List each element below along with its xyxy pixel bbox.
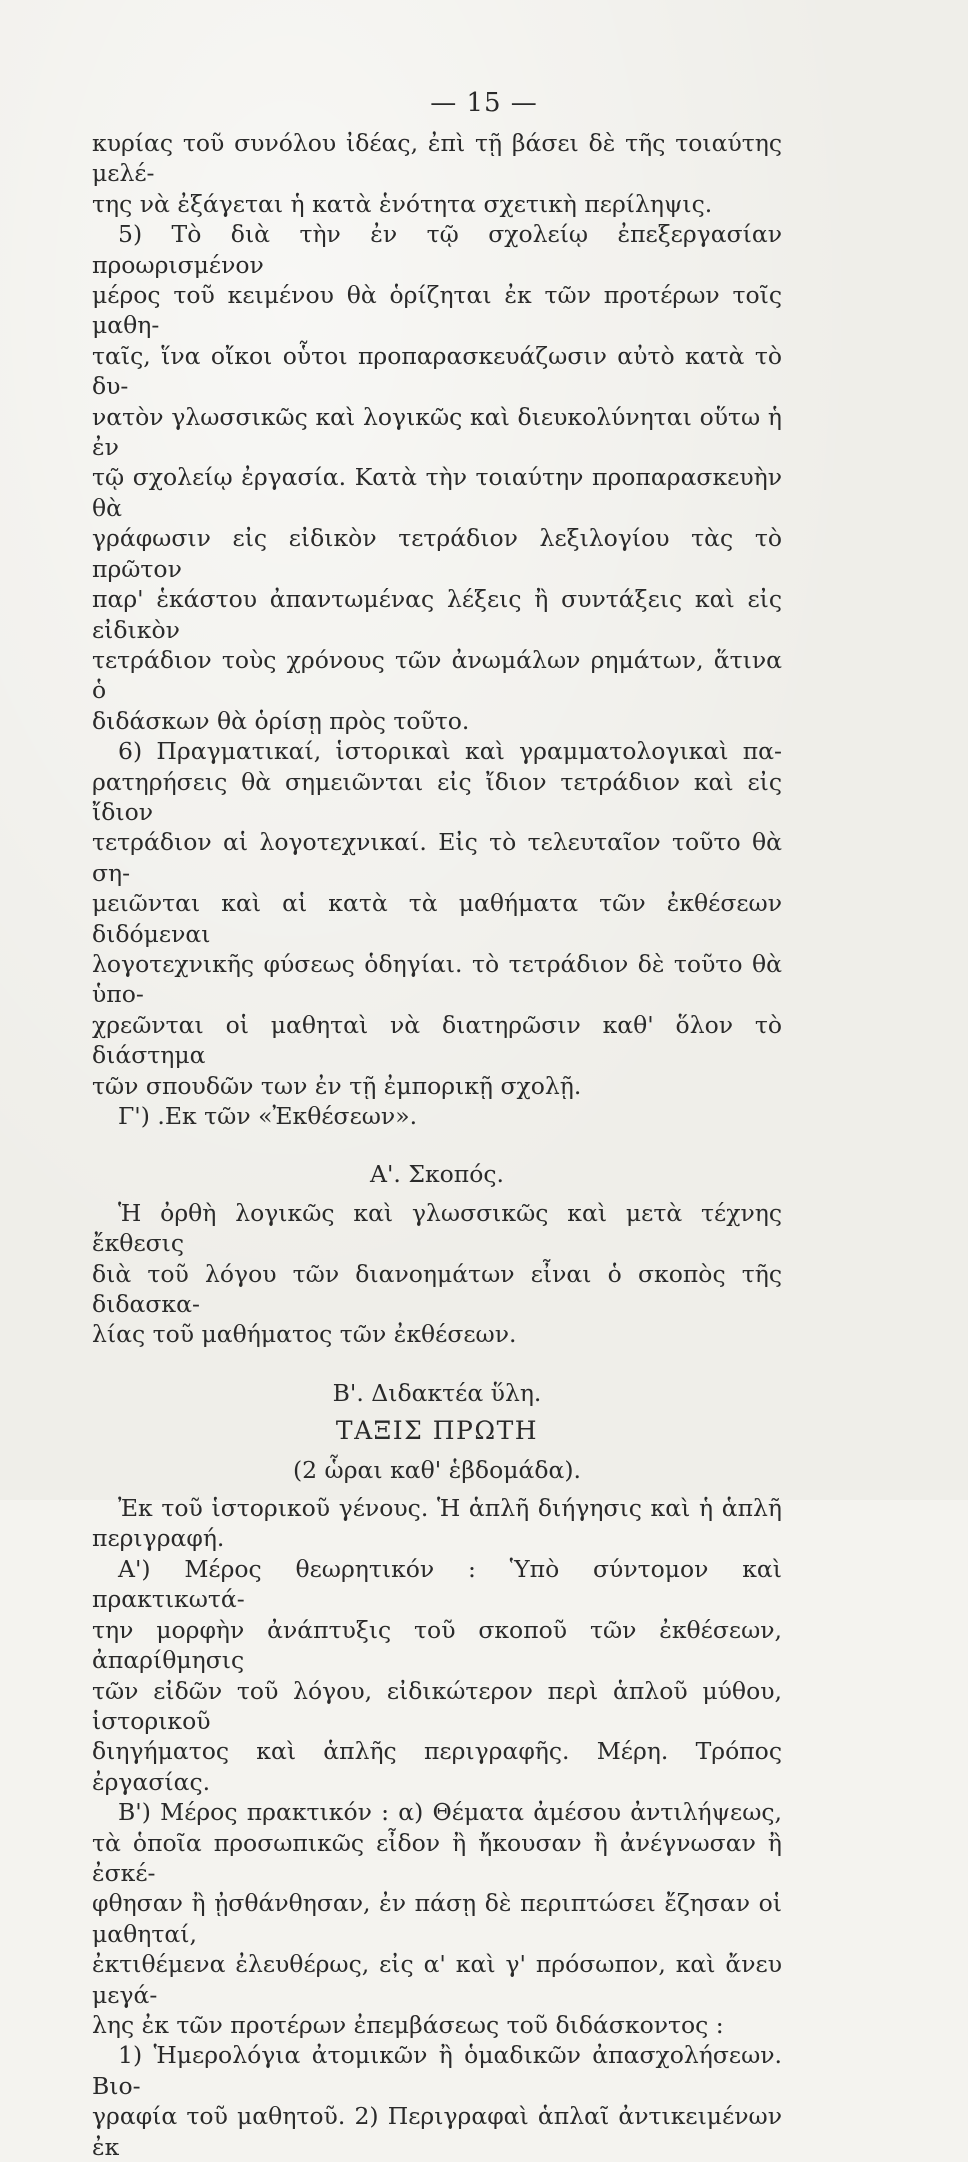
page-number: — 15 — [430,88,538,118]
text-line: την μορφὴν ἀνάπτυξις τοῦ σκοποῦ τῶν ἐκθέσεων, ἀπαρίθμησις [92,1615,782,1675]
text-line: 1) Ἡμερολόγια ἀτομικῶν ἢ ὁμαδικῶν ἀπασχολήσεων. Βιο- [92,2041,782,2100]
text-line: παρ' ἑκάστου ἀπαντωμένας λέξεις ἢ συντάξεις καὶ εἰς εἰδικὸν [92,585,782,644]
text-line: τετράδιον τοὺς χρόνους τῶν ἀνωμάλων ρημάτων, ἅτινα ὁ [92,645,782,705]
body-text [92,128,782,2162]
text-line: τετράδιον αἱ λογοτεχνικαί. Εἰς τὸ τελευταῖον τοῦτο θὰ ση- [92,828,782,887]
text-line: Ἡ ὀρθὴ λογικῶς καὶ γλωσσικῶς καὶ μετὰ τέχνης ἔκθεσις [92,1198,782,1258]
text-line: νατὸν γλωσσικῶς καὶ λογικῶς καὶ διευκολύνηται οὕτω ἡ ἐν [92,402,782,462]
text-line: μειῶνται καὶ αἱ κατὰ τὰ μαθήματα τῶν ἐκθέσεων διδόμεναι [92,889,782,948]
text-line: 5) Τὸ διὰ τὴν ἐν τῷ σχολείῳ ἐπεξεργασίαν πρoωρισμένον [92,220,782,279]
text-line: Α') Μέρος θεωρητικόν : Ὑπὸ σύντομον καὶ πρακτικωτά- [92,1554,782,1614]
text-line: ρατηρήσεις θὰ σημειῶνται εἰς ἴδιον τετράδιον καὶ εἰς ἴδιον [92,767,782,826]
text-line: τῶν σπουδῶν των ἐν τῇ ἐμπορικῇ σχολῇ. [92,1071,582,1100]
text-line: τῶν εἰδῶν τοῦ λόγου, εἰδικώτερον περὶ ἁπλοῦ μύθου, ἱστορικοῦ [92,1676,782,1735]
text-line: διὰ τοῦ λόγου τῶν διανοημάτων εἶναι ὁ σκοπὸς τῆς διδασκα- [92,1259,782,1319]
text-line: γραφία τοῦ μαθητοῦ. 2) Περιγραφαὶ ἁπλαῖ ἀντικειμένων ἐκ [92,2102,782,2161]
text-line: ταῖς, ἵνα οἴκοι οὗτοι προπαρασκευάζωσιν αὐτὸ κατὰ τὸ δυ- [92,341,782,401]
text-line: τὰ ὁποῖα προσωπικῶς εἶδον ἢ ἤκουσαν ἢ ἀνέγνωσαν ἢ ἐσκέ- [92,1828,782,1887]
text-line: Ἐκ τοῦ ἱστορικοῦ γένους. Ἡ ἁπλῆ διήγησις καὶ ἡ ἁπλῆ [118,1494,782,1523]
text-line: μέρος τοῦ κειμένου θὰ ὁρίζηται ἐκ τῶν προτέρων τοῖς μαθη- [92,281,782,340]
text-line: φθησαν ἢ ᾐσθάνθησαν, ἐν πάσῃ δὲ περιπτώσει ἔζησαν οἱ μαθηταί, [92,1889,782,1948]
text-line: τῷ σχολείῳ ἐργασία. Κατὰ τὴν τοιαύτην προπαρασκευὴν θὰ [92,463,782,522]
section-label: Γ') .Εκ τῶν «Ἐκθέσεων». [118,1102,418,1130]
text-line: ἐκτιθέμενα ἐλευθέρως, εἰς α' καὶ γ' πρόσωπον, καὶ ἄνευ μεγά- [92,1950,782,2009]
text-line: περιγραφή. [92,1524,225,1553]
text-line: χρεῶνται οἱ μαθηταὶ νὰ διατηρῶσιν καθ' ὅλον τὸ διάστημα [92,1010,782,1070]
text-line: διδάσκων θὰ ὁρίσῃ πρὸς τοῦτο. [92,706,470,735]
text-line: γράφωσιν εἰς εἰδικὸν τετράδιον λεξιλογίου τὰς τὸ πρῶτον [92,524,782,583]
text-line: διηγήματος καὶ ἁπλῆς περιγραφῆς. Μέρη. Τρόπος ἐργασίας. [92,1737,782,1796]
section-heading-purpose: Α'. Σκοπός. [369,1160,505,1189]
class-title: ΤΑΞΙΣ ΠΡΩΤΗ [335,1416,539,1446]
text-line: της νὰ ἐξάγεται ἡ κατὰ ἑνότητα σχετικὴ περίληψις. [92,189,713,218]
text-line: λης ἐκ τῶν προτέρων ἐπεμβάσεως τοῦ διδάσκοντος : [92,2010,724,2039]
text-line: λογοτεχνικῆς φύσεως ὁδηγίαι. τὸ τετράδιον δὲ τοῦτο θὰ ὑπο- [92,949,782,1009]
text-line: 6) Πραγματικαί, ἱστορικαὶ καὶ γραμματολογικαὶ πα- [118,737,782,766]
hours-note: (2 ὧραι καθ' ἑβδομάδα). [292,1455,582,1484]
text-line: κυρίας τοῦ συνόλου ἰδέας, ἐπὶ τῇ βάσει δὲ τῆς τοιαύτης μελέ- [92,129,782,188]
section-heading-material: Β'. Διδακτέα ὕλη. [332,1378,542,1407]
text-line: Β') Μέρος πρακτικόν : α) Θέματα ἀμέσου ἀντιλήψεως, [118,1798,782,1827]
text-line: λίας τοῦ μαθήματος τῶν ἐκθέσεων. [92,1320,517,1349]
